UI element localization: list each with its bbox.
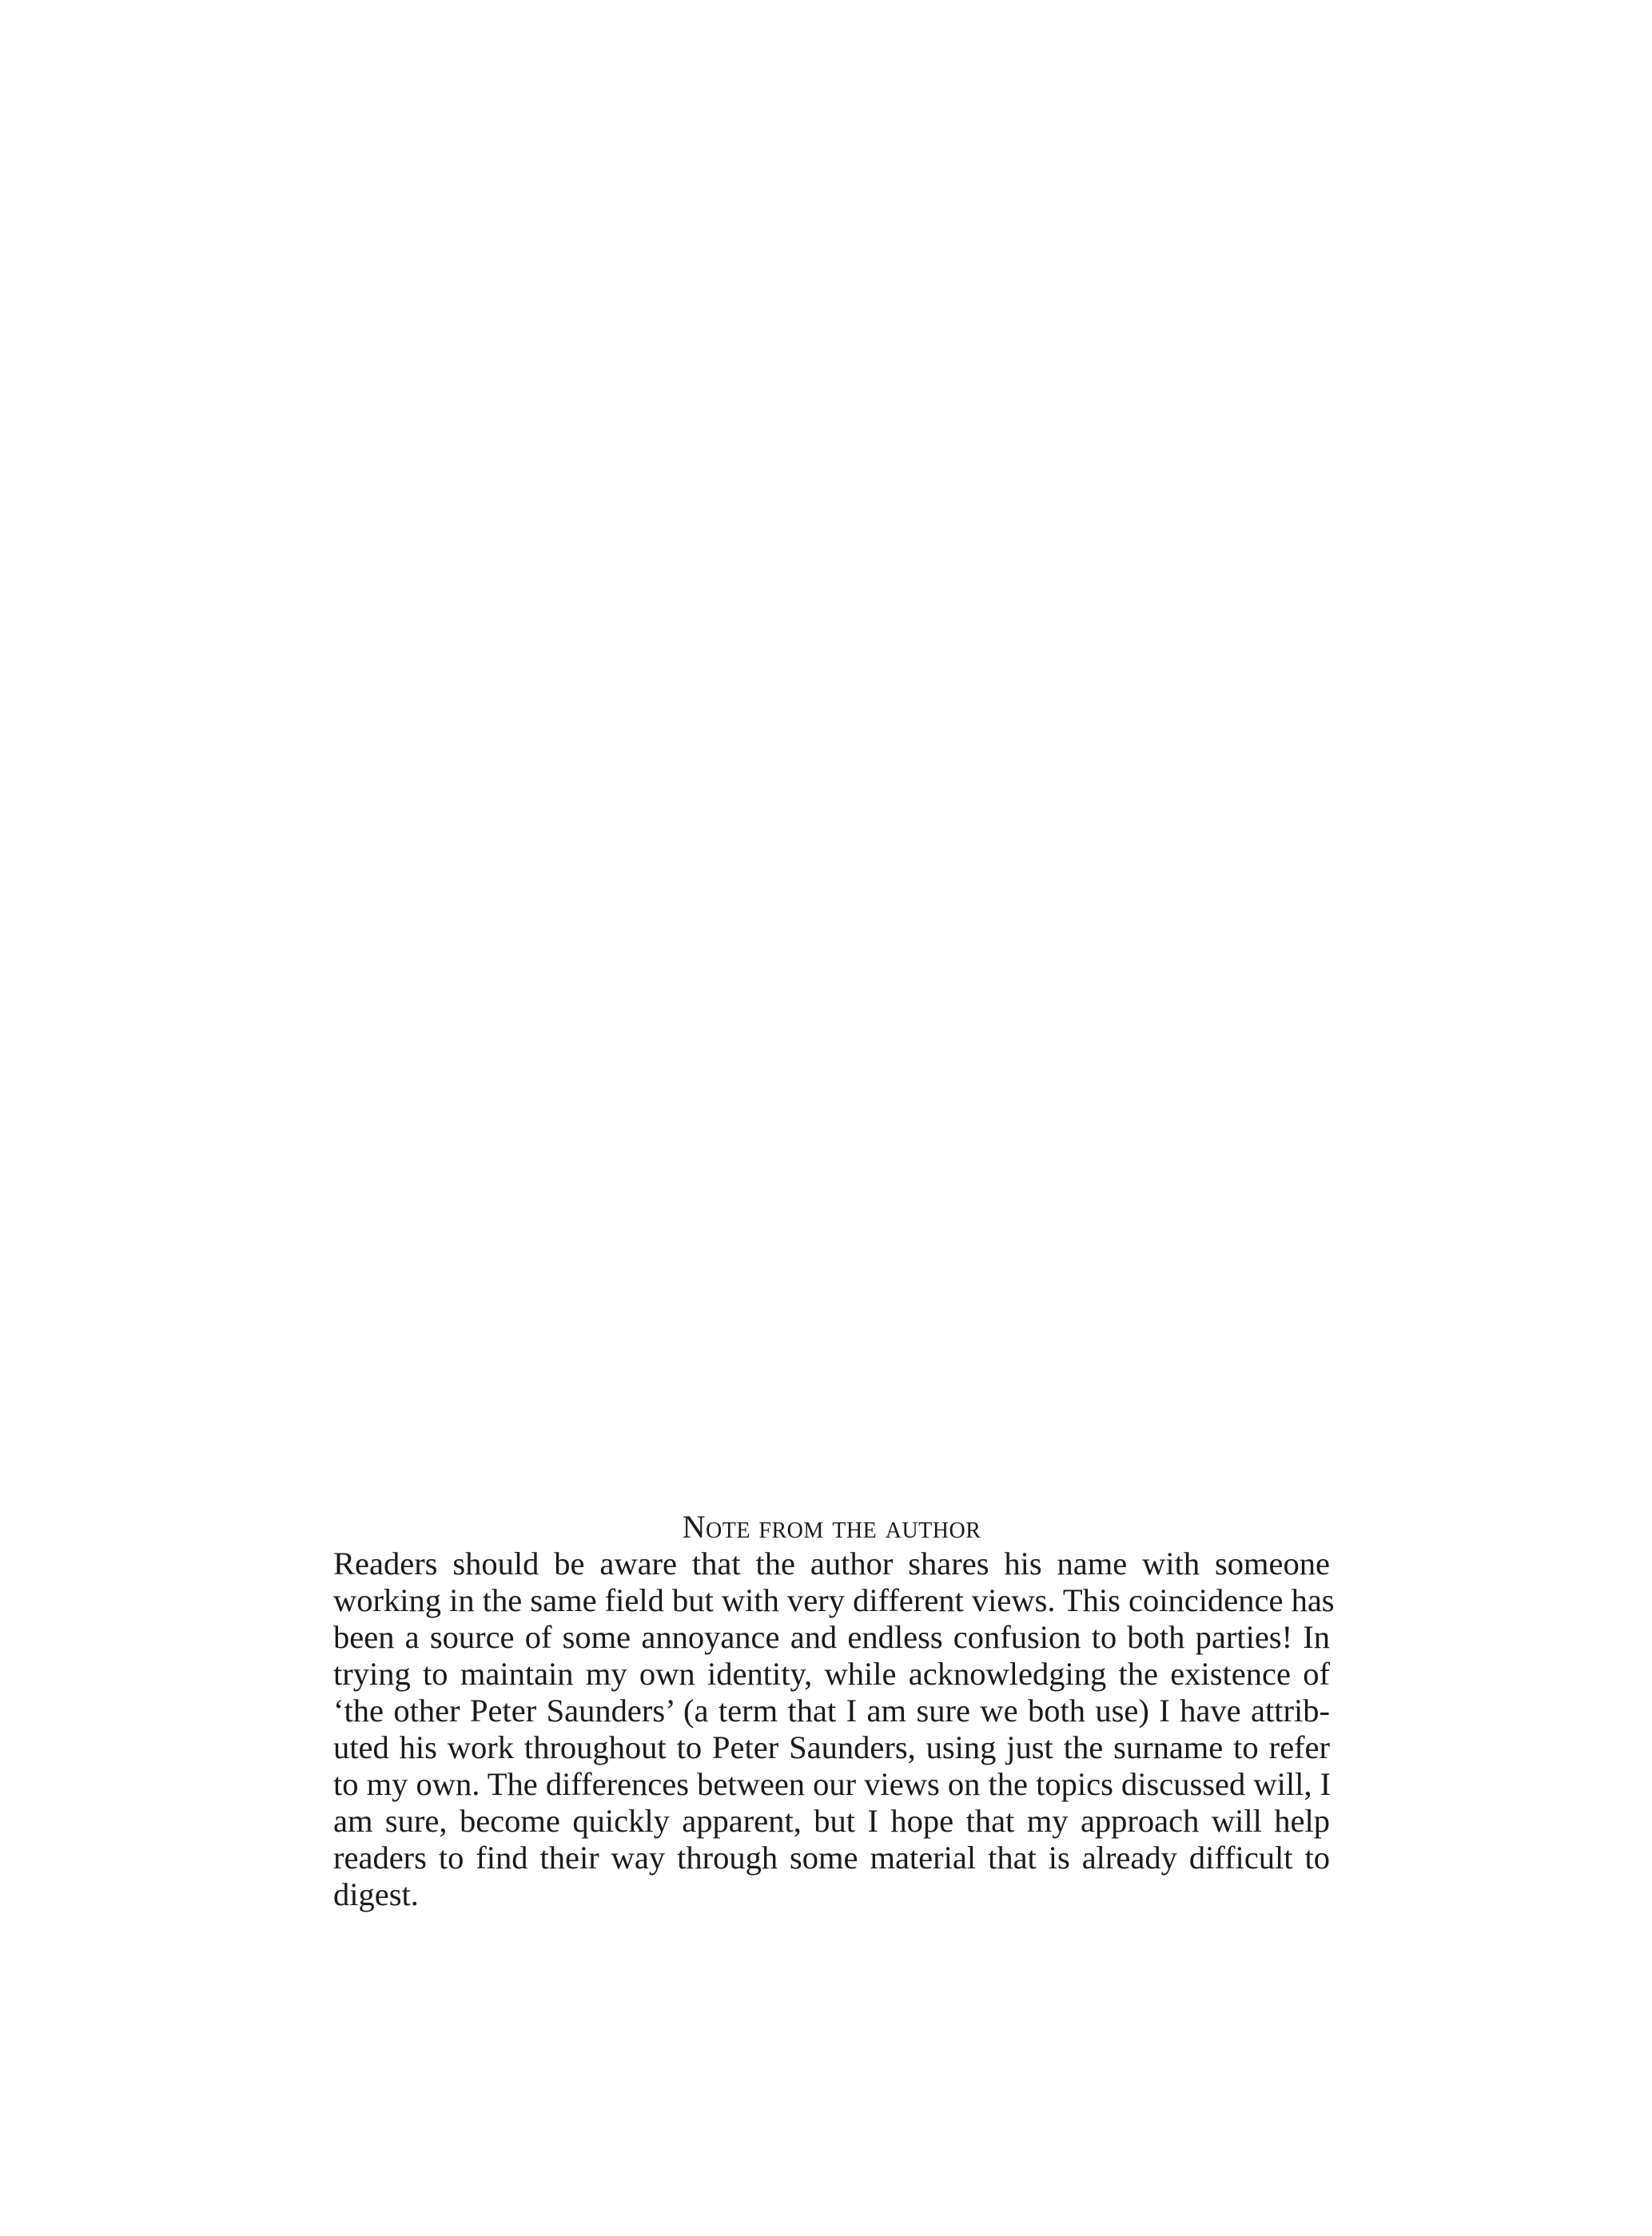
note-line: ‘the other Peter Saunders’ (a term that I am sure we both use) I have attrib- xyxy=(333,1693,1330,1729)
note-line: been a source of some annoyance and endless confusion to both parties! In xyxy=(333,1619,1330,1655)
note-line: to my own. The differences between our views on the topics discussed will, I xyxy=(333,1766,1332,1802)
note-line: am sure, become quickly apparent, but I hope that my approach will help xyxy=(333,1803,1330,1839)
note-line: Readers should be aware that the author shares his name with someone xyxy=(333,1546,1330,1582)
note-line: trying to maintain my own identity, while acknowledging the existence of xyxy=(333,1656,1330,1692)
note-line: digest. xyxy=(333,1876,419,1912)
note-line: working in the same field but with very different views. This coincidence has xyxy=(333,1582,1335,1618)
note-line: readers to find their way through some material that is already difficult to xyxy=(333,1840,1330,1876)
note-line: uted his work throughout to Peter Saunders, using just the surname to refer xyxy=(333,1729,1330,1765)
author-note xyxy=(333,1509,1335,1913)
note-heading: Note from the author xyxy=(682,1509,981,1545)
note-body xyxy=(333,1546,1335,1913)
